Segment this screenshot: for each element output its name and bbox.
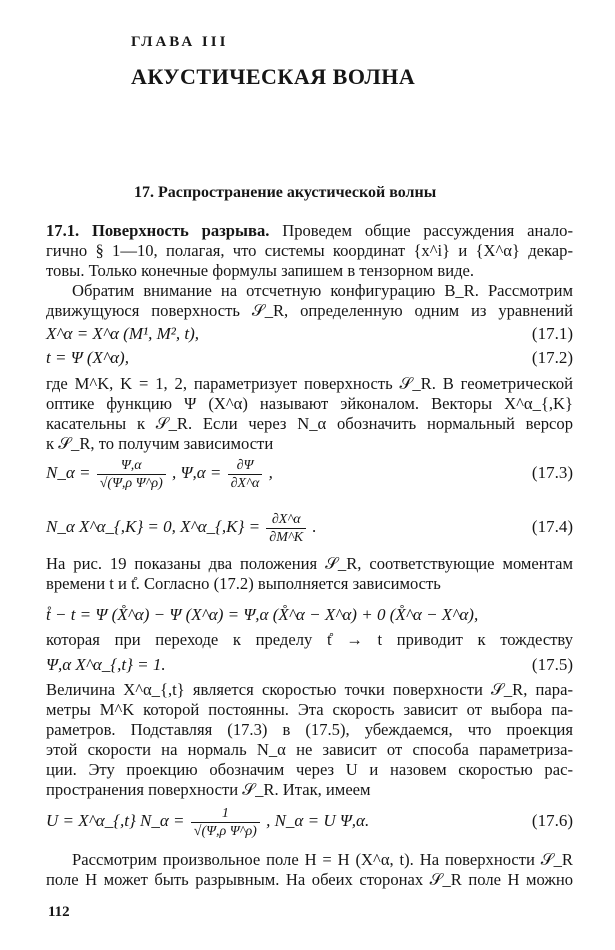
text-line: На рис. 19 показаны два положения 𝒮_R, соответствующие моментам	[46, 554, 573, 573]
equation-17-2: t = Ψ (X^α), (17.2)	[46, 348, 573, 367]
fraction: $\frac{\Psi,\alpha}{\text{√(Ψ,ρ Ψ\textasciicircum{}ρ)}}$	[97, 457, 166, 492]
text-line: гично § 1—10, полагая, что системы координат {x^i} и {X^α} декар-	[46, 241, 573, 260]
text-line: которая при переходе к пределу t̊ → t приводит к тождеству	[46, 630, 573, 649]
chapter-label: ГЛАВА III	[131, 34, 229, 50]
equation-number: (17.6)	[531, 811, 573, 830]
equation-17-3: N_α = $\frac{\Psi,\alpha}{\text{√(Ψ,ρ Ψ\textasciicircum{}ρ)}}$ , Ψ,α = $\frac{\partial\Psi}{\partial X\^{}\alpha}$ , (17.3)	[46, 452, 573, 494]
equation-17-4: N_α X^α_{,K} = 0, X^α_{,K} = $\frac{\partial X\^{}\alpha}{\partial M\^{}K}$ . (17.4)	[46, 506, 573, 548]
fraction: $\frac{\partial\Psi}{\partial X\^{}\alpha}$	[228, 457, 263, 492]
text-line: товы. Только конечные формулы запишем в тензорном виде.	[46, 261, 475, 280]
text-line: метры M^K которой постоянны. Эта скорость зависит от выбора па-	[46, 700, 573, 719]
fraction: $\frac{1}{\text{√(Ψ,ρ Ψ\textasciicircum{}ρ)}}$	[191, 805, 260, 840]
text-line: этой скорости на нормаль N_α не зависит от способа параметриза-	[46, 740, 573, 759]
fraction: $\frac{\partial X\^{}\alpha}{\partial M\^{}K}$	[266, 511, 306, 546]
equation-number: (17.2)	[531, 348, 573, 367]
text-line: времени t и t̊. Согласно (17.2) выполняется зависимость	[46, 574, 441, 593]
text-line: Рассмотрим произвольное поле H = H (X^α, t). На поверхности 𝒮_R	[72, 850, 573, 869]
subsection-lead: 17.1. Поверхность разрыва.	[46, 221, 270, 240]
text-line: Обратим внимание на отсчетную конфигурацию B_R. Рассмотрим	[72, 281, 573, 300]
equation-number: (17.5)	[531, 655, 573, 674]
equation-number: (17.4)	[531, 517, 573, 536]
section-heading: 17. Распространение акустической волны	[134, 184, 437, 201]
equation-increment: t̊ − t = Ψ (X̊^α) − Ψ (X^α) = Ψ,α (X̊^α − X^α) + 0 (X̊^α − X^α),	[46, 605, 479, 624]
text-line: 17.1. Поверхность разрыва. Проведем общие рассуждения анало-	[46, 221, 573, 240]
text-line: раметров. Подставляя (17.3) в (17.5), убеждаемся, что проекция	[46, 720, 573, 739]
text-line: движущуюся поверхность 𝒮_R, определенную одним из уравнений	[46, 301, 573, 320]
equation-number: (17.3)	[531, 463, 573, 482]
page-number: 112	[48, 904, 70, 920]
text-line: поле H может быть разрывным. На обеих сторонах 𝒮_R поле H можно	[46, 870, 573, 889]
text-line: ции. Эту проекцию обозначим через U и назовем скоростью рас-	[46, 760, 573, 779]
text-line: Величина X^α_{,t} является скоростью точки поверхности 𝒮_R, пара-	[46, 680, 573, 699]
text-line: оптике функцию Ψ (X^α) называют эйконалом. Векторы X^α_{,K}	[46, 394, 573, 413]
equation-17-5: Ψ,α X^α_{,t} = 1. (17.5)	[46, 655, 573, 674]
equation-number: (17.1)	[531, 324, 573, 343]
text-line: касательны к 𝒮_R. Если через N_α обозначить нормальный версор	[46, 414, 573, 433]
text-line: где M^K, K = 1, 2, параметризует поверхность 𝒮_R. В геометрической	[46, 374, 573, 393]
chapter-title: АКУСТИЧЕСКАЯ ВОЛНА	[131, 64, 416, 89]
equation-17-6: U = X^α_{,t} N_α = $\frac{1}{\text{√(Ψ,ρ Ψ\textasciicircum{}ρ)}}$ , N_α = U Ψ,α. (17.6)	[46, 800, 573, 842]
text-line: к 𝒮_R, то получим зависимости	[46, 434, 274, 453]
equation-17-1: X^α = X^α (M¹, M², t), (17.1)	[46, 324, 573, 343]
text-line: пространения поверхности 𝒮_R. Итак, имеем	[46, 780, 371, 799]
